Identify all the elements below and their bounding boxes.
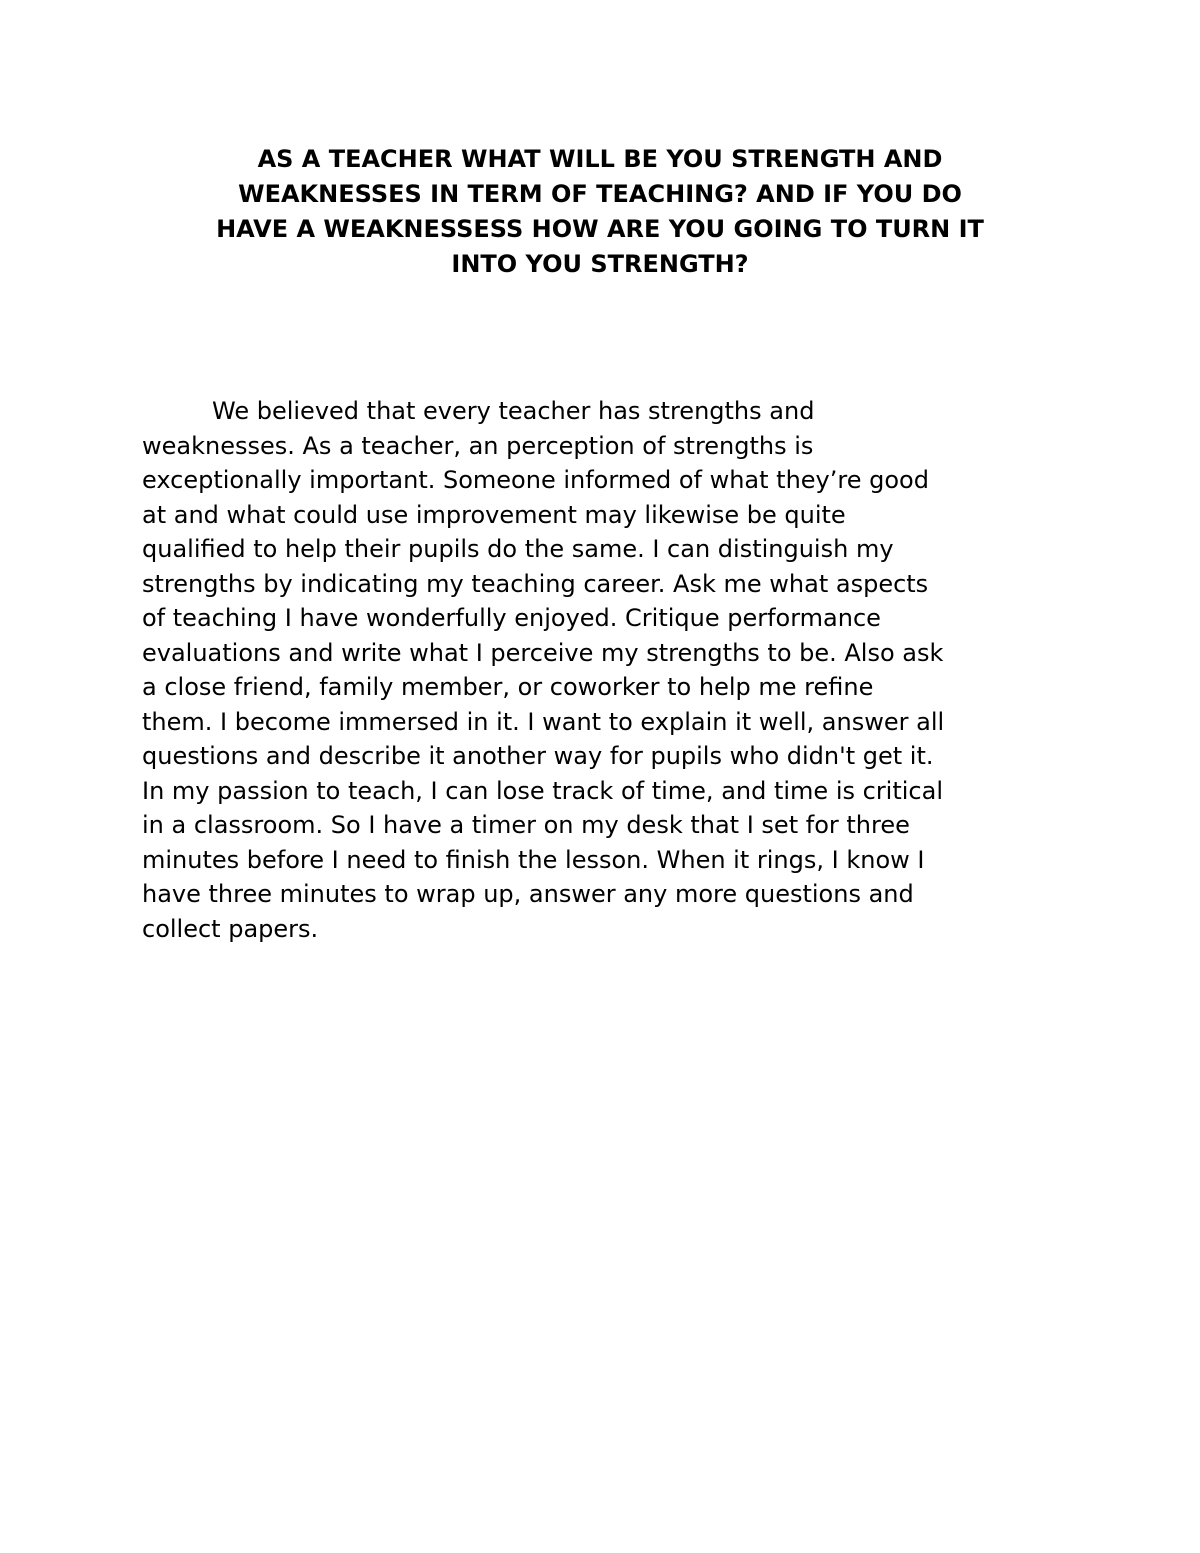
body-paragraph [142, 394, 1082, 946]
title-line: HAVE A WEAKNESSESS HOW ARE YOU GOING TO TURN IT [216, 215, 984, 243]
paragraph-line: a close friend, family member, or coworker to help me refine [142, 673, 874, 701]
paragraph-line: evaluations and write what I perceive my strengths to be. Also ask [142, 638, 944, 667]
paragraph-line: strengths by indicating my teaching career. Ask me what aspects [142, 569, 929, 598]
paragraph-line: questions and describe it another way for pupils who didn't get it. [142, 742, 934, 770]
title-line: INTO YOU STRENGTH? [451, 250, 749, 278]
paragraph-line: exceptionally important. Someone informed of what they’re good [142, 466, 929, 494]
paragraph-line: in a classroom. So I have a timer on my desk that I set for three [142, 811, 910, 839]
paragraph-line: We believed that every teacher has strengths and [212, 397, 815, 425]
paragraph-line: In my passion to teach, I can lose track of time, and time is critical [142, 776, 943, 805]
paragraph-line: them. I become immersed in it. I want to explain it well, answer all [142, 707, 945, 736]
paragraph-line: collect papers. [142, 914, 319, 943]
title-line: WEAKNESSES IN TERM OF TEACHING? AND IF YOU DO [238, 180, 962, 208]
paragraph-line: weaknesses. As a teacher, an perception of strengths is [142, 431, 814, 460]
title-line: AS A TEACHER WHAT WILL BE YOU STRENGTH AND [257, 145, 943, 173]
document-title [140, 142, 1060, 282]
paragraph-line: minutes before I need to finish the lesson. When it rings, I know I [142, 845, 925, 874]
paragraph-line: qualified to help their pupils do the same. I can distinguish my [142, 535, 894, 563]
paragraph-line: have three minutes to wrap up, answer any more questions and [142, 880, 914, 908]
paragraph-line: at and what could use improvement may likewise be quite [142, 500, 846, 529]
paragraph-line: of teaching I have wonderfully enjoyed. Critique performance [142, 604, 881, 632]
